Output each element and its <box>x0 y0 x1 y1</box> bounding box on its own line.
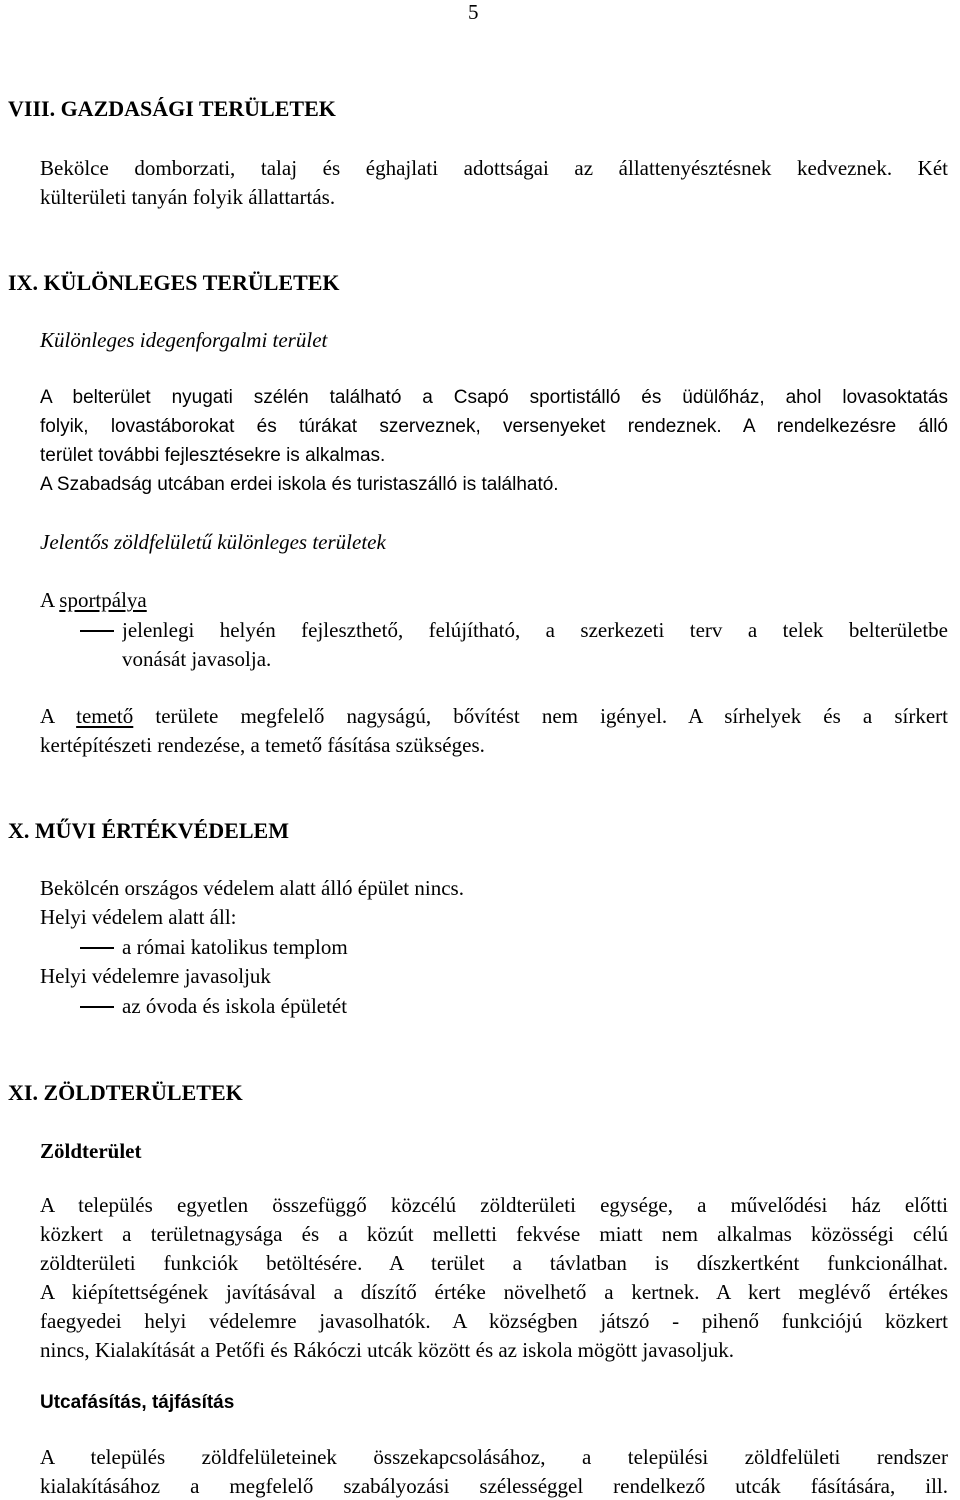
paragraph-line: Helyi védelem alatt áll: <box>40 905 237 929</box>
subheading-zoldterulet: Zöldterület <box>40 1139 142 1163</box>
prefix-text: A <box>40 704 77 728</box>
page-number: 5 <box>468 0 479 24</box>
prefix-text: A <box>40 588 60 612</box>
section-heading-kulonleges: IX. KÜLÖNLEGES TERÜLETEK <box>8 270 340 295</box>
sportpalya-link: sportpálya <box>59 588 147 612</box>
paragraph-line: közkert a területnagysága és a közút melletti fekvése miatt nem alkalmas közösségi célú <box>40 1222 948 1246</box>
bullet-text: jelenlegi helyén fejleszthető, felújítható, a szerkezeti terv a telek belterületbe <box>122 618 948 642</box>
temeto-text: területe megfelelő nagyságú, bővítést nem igényel. A sírhelyek és a sírkert <box>133 704 948 728</box>
section-heading-zoldteruletek: XI. ZÖLDTERÜLETEK <box>8 1080 243 1105</box>
bullet-text: vonását javasolja. <box>122 647 272 671</box>
bullet-dash <box>80 1006 114 1008</box>
paragraph-line: folyik, lovastáborokat és túrákat szerveznek, versenyeket rendeznek. A rendelkezésre álló <box>40 416 948 437</box>
section-heading-gazdasagi: VIII. GAZDASÁGI TERÜLETEK <box>8 96 336 121</box>
bullet-text: az óvoda és iskola épületét <box>122 994 348 1018</box>
paragraph-line: A kiépítettségének javításával a díszítő értéke növelhető a kertnek. A kert meglévő értékes <box>40 1280 948 1304</box>
paragraph-line: Helyi védelemre javasoljuk <box>40 964 271 988</box>
paragraph-line: A település egyetlen összefüggő közcélú zöldterületi egysége, a művelődési ház előtti <box>40 1193 948 1217</box>
paragraph-line: A Szabadság utcában erdei iskola és turistaszálló is található. <box>40 474 559 495</box>
paragraph-line: Bekölcén országos védelem alatt álló épület nincs. <box>40 876 464 900</box>
temeto-link: temető <box>76 704 134 728</box>
subheading-zoldfeluletu: Jelentős zöldfelületű különleges területek <box>40 530 386 554</box>
paragraph-line: kertépítészeti rendezése, a temető fásítása szükséges. <box>40 733 485 757</box>
section-heading-muvi: X. MŰVI ÉRTÉKVÉDELEM <box>8 818 289 843</box>
bullet-dash <box>80 947 114 949</box>
subheading-idegenforgalmi: Különleges idegenforgalmi terület <box>40 328 328 352</box>
paragraph-line: nincs, Kialakítását a Petőfi és Rákóczi utcák között és az iskola mögött javasoljuk. <box>40 1338 734 1362</box>
paragraph-line: faegyedei helyi védelemre javasolhatók. A községben játszó - pihenő funkciójú közkert <box>40 1309 948 1333</box>
paragraph-line: A belterület nyugati szélén található a Csapó sportistálló és üdülőház, ahol lovasoktatás <box>40 387 948 408</box>
bullet-dash <box>80 630 114 632</box>
paragraph-line: külterületi tanyán folyik állattartás. <box>40 185 336 209</box>
bullet-text: a római katolikus templom <box>122 935 348 959</box>
sportpalya-line <box>40 588 147 613</box>
paragraph-line: kialakításához a megfelelő szabályozási szélességgel rendelkező utcák fásítására, ill. <box>40 1474 948 1498</box>
paragraph-line: Bekölce domborzati, talaj és éghajlati adottságai az állattenyésztésnek kedveznek. Két <box>40 156 948 180</box>
subheading-utcafasitas: Utcafásítás, tájfásítás <box>40 1392 235 1413</box>
temeto-line <box>40 704 948 729</box>
paragraph-line: terület további fejlesztésekre is alkalmas. <box>40 445 386 466</box>
paragraph-line: A település zöldfelületeinek összekapcsolásához, a települési zöldfelületi rendszer <box>40 1445 948 1469</box>
paragraph-line: zöldterületi funkciók betöltésére. A terület a távlatban is díszkertként funkcionálhat. <box>40 1251 948 1275</box>
